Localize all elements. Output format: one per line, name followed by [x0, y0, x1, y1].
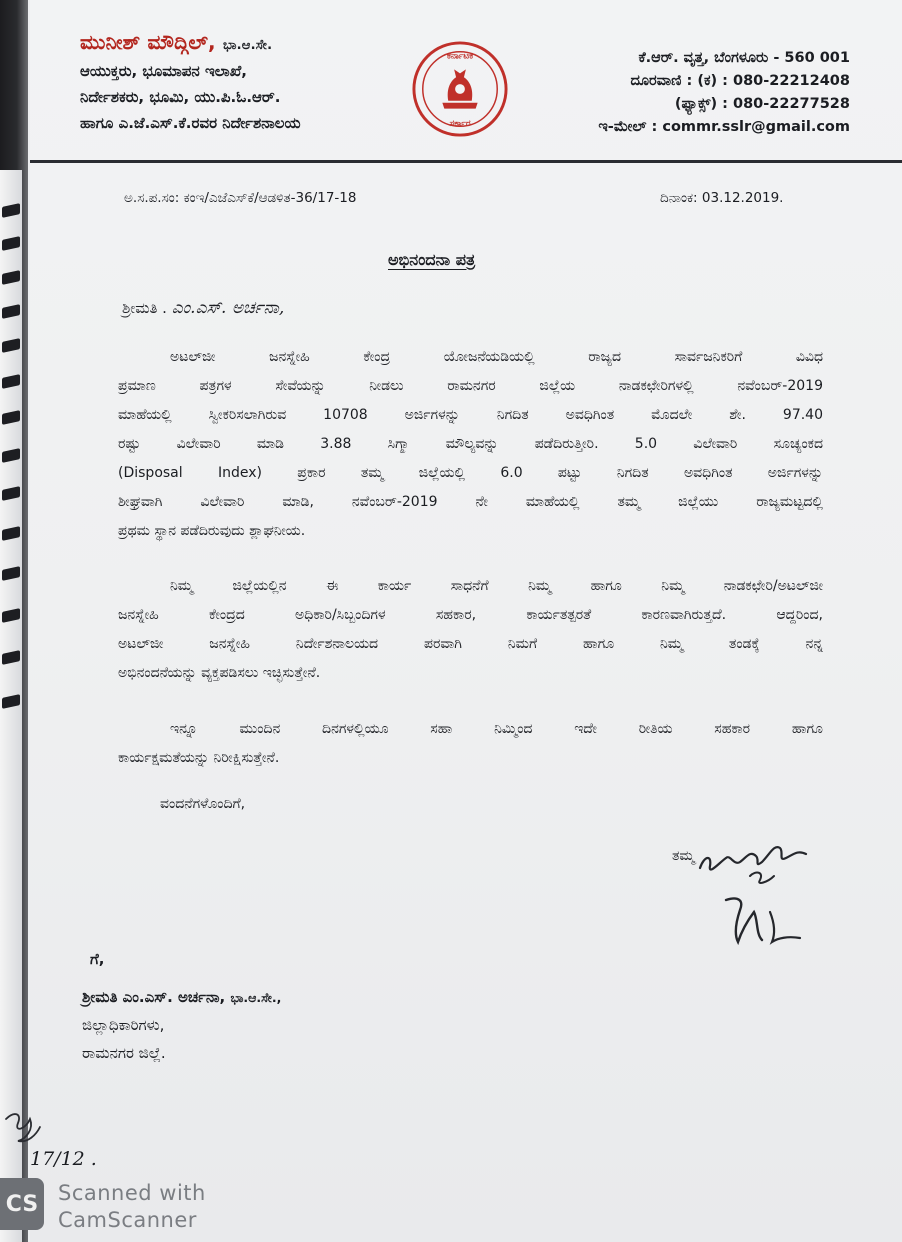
paragraph-line: ಮಾಹೆಯಲ್ಲಿ ಸ್ವೀಕರಿಸಲಾಗಿರುವ 10708 ಅರ್ಜಿಗಳನ್ನು ನಿಗದಿತ ಅವಧಿಗಿಂತ ಮೊದಲೇ ಶೇ. 97.40: [118, 407, 823, 423]
karnataka-seal-emblem: [411, 40, 509, 138]
paragraph-line: ರಷ್ಟು ವಿಲೇವಾರಿ ಮಾಡಿ 3.88 ಸಿಗ್ಮಾ ಮೌಲ್ಯವನ್ನು ಪಡೆದಿರುತ್ತೀರಿ. 5.0 ವಿಲೇವಾರಿ ಸೂಚ್ಯಂಕದ: [118, 436, 823, 452]
recipient-district: ರಾಮನಗರ ಜಿಲ್ಲೆ.: [82, 1044, 166, 1062]
officer-name: ಮುನೀಶ್ ಮೌದ್ಗಿಲ್, ಭಾ.ಆ.ಸೇ.: [80, 30, 273, 54]
reference-number: ಅ.ಸ.ಪ.ಸಂ: ಕಂಇ/ಎಜೆಎಸ್‌ಕೆ/ಆಡಳಿತ-36/17-18: [124, 190, 357, 206]
designation-line-2: ನಿರ್ದೇಶಕರು, ಭೂಮಿ, ಯು.ಪಿ.ಓ.ಆರ್.: [80, 88, 281, 106]
paragraph-line: ನಿಮ್ಮ ಜಿಲ್ಲೆಯಲ್ಲಿನ ಈ ಕಾರ್ಯ ಸಾಧನೆಗೆ ನಿಮ್ಮ ಹಾಗೂ ನಿಮ್ಮ ನಾಡಕಛೇರಿ/ಅಟಲ್‌ಜೀ: [170, 578, 823, 594]
received-date-handwritten: 17/12 .: [30, 1148, 97, 1170]
recipient-to: ಗೆ,: [90, 950, 105, 968]
letterhead-contact: [560, 50, 850, 142]
officer-name-suffix: ಭಾ.ಆ.ಸೇ.: [223, 38, 273, 53]
paragraph-line: ಪ್ರಮಾಣ ಪತ್ರಗಳ ಸೇವೆಯನ್ನು ನೀಡಲು ರಾಮನಗರ ಜಿಲ್ಲೆಯ ನಾಡಕಛೇರಿಗಳಲ್ಲಿ ನವೆಂಬರ್-2019: [118, 378, 823, 394]
paragraph-line: ಅಟಲ್‌ಜೀ ಜನಸ್ನೇಹಿ ಕೇಂದ್ರ ಯೋಜನೆಯಡಿಯಲ್ಲಿ ರಾಜ್ಯದ ಸಾರ್ವಜನಿಕರಿಗೆ ವಿವಿಧ: [170, 349, 823, 365]
designation-line-1: ಆಯುಕ್ತರು, ಭೂಮಾಪನ ಇಲಾಖೆ,: [80, 62, 247, 80]
paragraph-line: ಕಾರ್ಯಕ್ಷಮತೆಯನ್ನು ನಿರೀಕ್ಷಿಸುತ್ತೇನೆ.: [118, 750, 280, 766]
letter-date: ದಿನಾಂಕ: 03.12.2019.: [660, 190, 784, 206]
sign-prefix: ತಮ್ಮ: [672, 848, 695, 864]
seal-bottom-text: ಸರ್ಕಾರ: [449, 119, 471, 130]
recipient-name: ಶ್ರೀಮತಿ ಎಂ.ಎಸ್. ಅರ್ಚನಾ, ಭಾ.ಆ.ಸೇ.,: [82, 988, 282, 1006]
watermark-line-1: Scanned with: [58, 1181, 206, 1205]
paragraph-line: ಪ್ರಥಮ ಸ್ಥಾನ ಪಡೆದಿರುವುದು ಶ್ಲಾಘನೀಯ.: [118, 523, 306, 539]
paragraph-line: ಅಭಿನಂದನೆಯನ್ನು ವ್ಯಕ್ತಪಡಿಸಲು ಇಚ್ಛಿಸುತ್ತೇನೆ.: [118, 665, 321, 681]
paragraph-line: ಅಟಲ್‌ಜೀ ಜನಸ್ನೇಹಿ ನಿರ್ದೇಶನಾಲಯದ ಪರವಾಗಿ ನಿಮಗೆ ಹಾಗೂ ನಿಮ್ಮ ತಂಡಕ್ಕೆ ನನ್ನ: [118, 636, 823, 652]
paragraph-1: [118, 343, 823, 546]
paragraph-line: ಜನಸ್ನೇಹಿ ಕೇಂದ್ರದ ಅಧಿಕಾರಿ/ಸಿಬ್ಬಂದಿಗಳ ಸಹಕಾರ, ಕಾರ್ಯತತ್ಪರತೆ ಕಾರಣವಾಗಿರುತ್ತದೆ. ಆದ್ದರಿಂದ,: [118, 607, 823, 623]
paragraph-2: [118, 572, 823, 688]
address-line: ಕೆ.ಆರ್. ವೃತ್ತ, ಬೆಂಗಳೂರು - 560 001: [638, 50, 850, 66]
closing-greeting: ವಂದನೆಗಳೊಂದಿಗೆ,: [160, 796, 246, 812]
initials-signature: [718, 890, 818, 950]
scanned-with-watermark: [58, 1180, 206, 1234]
salutation: [122, 298, 284, 318]
watermark-line-2: CamScanner: [58, 1208, 197, 1232]
salutation-handwritten-name: ಎಂ.ಎಸ್. ಅರ್ಚನಾ,: [171, 298, 285, 318]
paragraph-3: [118, 715, 823, 773]
designation-line-3: ಹಾಗೂ ಎ.ಜೆ.ಎಸ್.ಕೆ.ರವರ ನಿರ್ದೇಶನಾಲಯ: [80, 114, 301, 132]
paragraph-line: (Disposal Index) ಪ್ರಕಾರ ತಮ್ಮ ಜಿಲ್ಲೆಯಲ್ಲಿ 6.0 ಪಟ್ಟು ನಿಗದಿತ ಅವಧಿಗಿಂತ ಅರ್ಜಿಗಳನ್ನು: [118, 465, 823, 481]
salutation-prefix: ಶ್ರೀಮತಿ .: [122, 299, 167, 317]
signature: [690, 832, 820, 892]
header-rule: [30, 160, 902, 163]
phone-line: ದೂರವಾಣಿ : (ಕ) : 080-22212408: [630, 73, 850, 89]
letterhead-left: [80, 30, 410, 132]
email-line: ಇ-ಮೇಲ್ : commr.sslr@gmail.com: [598, 119, 850, 135]
paragraph-line: ಶೀಘ್ರವಾಗಿ ವಿಲೇವಾರಿ ಮಾಡಿ, ನವೆಂಬರ್-2019 ನೇ ಮಾಹೆಯಲ್ಲಿ ತಮ್ಮ ಜಿಲ್ಲೆಯು ರಾಜ್ಯಮಟ್ಟದಲ್ಲಿ: [118, 494, 823, 510]
seal-top-text: ಕರ್ನಾಟಕ: [446, 51, 474, 62]
letter-title: ಅಭಿನಂದನಾ ಪತ್ರ: [388, 250, 476, 269]
paragraph-line: ಇನ್ನೂ ಮುಂದಿನ ದಿನಗಳಲ್ಲಿಯೂ ಸಹಾ ನಿಮ್ಮಿಂದ ಇದೇ ರೀತಿಯ ಸಹಕಾರ ಹಾಗೂ: [170, 721, 823, 737]
recipient-designation: ಜಿಲ್ಲಾಧಿಕಾರಿಗಳು,: [82, 1016, 165, 1034]
fax-line: (ಫ್ಯಾಕ್ಸ್) : 080-22277528: [674, 96, 850, 112]
recipient-name-suffix: ಭಾ.ಆ.ಸೇ.,: [230, 990, 282, 1005]
camscanner-badge-icon: CS: [0, 1178, 44, 1230]
